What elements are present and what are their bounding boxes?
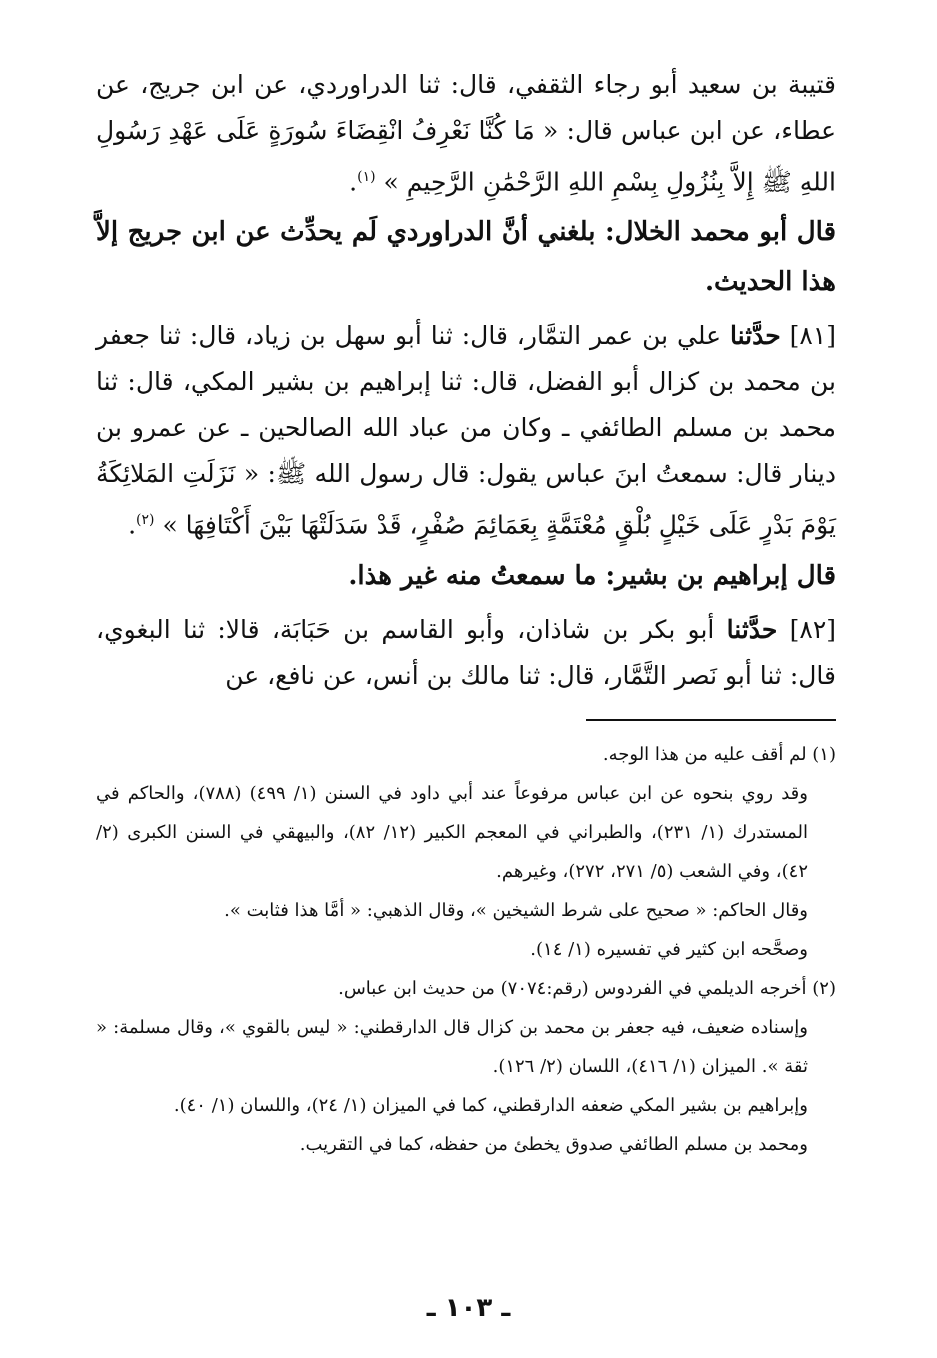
footnotes: [96, 735, 836, 1164]
footnote-2-text: وإبراهيم بن بشير المكي ضعفه الدارقطني، كما في الميزان (١/ ٢٤)، واللسان (١/ ٤٠).: [173, 1094, 808, 1116]
paragraph-text: أبو بكر بن شاذان، وأبو القاسم بن حَبَابَة، قالا: ثنا البغوي، قال: ثنا أبو نَصر التَّمَّار، قال: ثنا مالك بن أنس، عن نافع، عن: [96, 614, 836, 690]
haddathana-keyword: حدَّثنا: [726, 614, 778, 644]
book-page: [96, 62, 836, 1342]
hadith-number: [٨٢]: [789, 614, 837, 644]
hadith-number: [٨١]: [789, 321, 836, 351]
paragraph-text: علي بن عمر التمَّار، قال: ثنا أبو سهل بن زياد، قال: ثنا جعفر بن محمد بن كزال أبو الفضل، قال: ثنا إبراهيم بن بشير المكي، قال: ثنا محمد بن مسلم الطائفي ـ وكان من عباد الله الصالحين ـ عن عمرو بن دينار قال: سمعتُ ابنَ عباس يقول: قال رسول الله ﷺ: « نَزَلَتِ المَلائِكَةُ يَوْمَ بَدْرٍ عَلَى خَيْلٍ بُلْقٍ مُعْتَمَّةٍ بِعَمَائِمَ صُفْرٍ، قَدْ سَدَلَتْهَا بَيْنَ أَكْتَافِهَا »: [96, 321, 836, 540]
page-number: ـ ١٠٣ ـ: [426, 1293, 511, 1323]
paragraph-hadith-81: [٨١] حدَّثنا علي بن عمر التمَّار، قال: ثنا أبو سهل بن زياد، قال: ثنا جعفر بن محمد بن كزال أبو الفضل، قال: ثنا إبراهيم بن بشير المكي، قال: ثنا محمد بن مسلم الطائفي ـ وكان من عباد الله الصالحين ـ عن عمرو بن دينار قال: سمعتُ ابنَ عباس يقول: قال رسول الله ﷺ: « نَزَلَتِ المَلائِكَةُ يَوْمَ بَدْرٍ عَلَى خَيْلٍ بُلْقٍ مُعْتَمَّةٍ بِعَمَائِمَ صُفْرٍ، قَدْ سَدَلَتْهَا بَيْنَ أَكْتَافِهَا » $^{(٢)}$.: [96, 321, 836, 540]
footnote-ref-1: (١): [357, 169, 376, 185]
footnote-ref-2: (٢): [136, 512, 155, 529]
paragraph-comment-ibrahim: قال إبراهيم بن بشير: ما سمعتُ منه غير هذا.: [348, 560, 836, 591]
paragraph-text: قتيبة بن سعيد أبو رجاء الثقفي، قال: ثنا الدراوردي، عن ابن جريج، عن عطاء، عن ابن عباس قال: « مَا كُنَّا نَعْرِفُ انْقِضَاءَ سُورَةٍ عَلَى عَهْدِ رَسُولِ اللهِ ﷺ إِلاَّ بِنُزُولِ بِسْمِ اللهِ الرَّحْمَٰنِ الرَّحِيمِ »: [96, 70, 836, 197]
footnote-1-text: وصحَّحه ابن كثير في تفسيره (١/ ١٤).: [530, 938, 808, 960]
main-text: [96, 62, 836, 699]
footnote-2-line: (٢) أخرجه الديلمي في الفردوس (رقم:٧٠٧٤) من حديث ابن عباس.: [338, 977, 836, 999]
footnote-1-text: وقال الحاكم: « صحيح على شرط الشيخين »، وقال الذهبي: « أمَّا هذا فثابت ».: [224, 899, 808, 921]
paragraph-hadith-80: قتيبة بن سعيد أبو رجاء الثقفي، قال: ثنا الدراوردي، عن ابن جريج، عن عطاء، عن ابن عباس قال: « مَا كُنَّا نَعْرِفُ انْقِضَاءَ سُورَةٍ عَلَى عَهْدِ رَسُولِ اللهِ ﷺ إِلاَّ بِنُزُولِ بِسْمِ اللهِ الرَّحْمَٰنِ الرَّحِيمِ » $^{(١)}$.: [96, 70, 836, 197]
footnote-1-text: وقد روي بنحوه عن ابن عباس مرفوعاً عند أبي داود في السنن (١/ ٤٩٩) (٧٨٨)، والحاكم في المستدرك (١/ ٢٣١)، والطبراني في المعجم الكبير (١٢/ ٨٢)، والبيهقي في السنن الكبرى (٢/ ٤٢)، وفي الشعب (٥/ ٢٧١، ٢٧٢)، وغيرهم.: [96, 782, 809, 882]
footnote-2-text: وإسناده ضعيف، فيه جعفر بن محمد بن كزال قال الدارقطني: « ليس بالقوي »، وقال مسلمة: « ثقة ». الميزان (١/ ٤١٦)، اللسان (٢/ ١٢٦).: [96, 1016, 808, 1077]
haddathana-keyword: حدَّثنا: [729, 321, 781, 351]
paragraph-comment-khallal: قال أبو محمد الخلال: بلغني أنَّ الدراوردي لَم يحدِّث عن ابن جريج إلاَّ هذا الحديث.: [96, 217, 836, 298]
footnote-divider: [586, 719, 836, 721]
footnote-2-text: ومحمد بن مسلم الطائفي صدوق يخطئ من حفظه، كما في التقريب.: [299, 1133, 808, 1155]
paragraph-hadith-82: [96, 607, 836, 699]
footnote-1-line: (١) لم أقف عليه من هذا الوجه.: [602, 743, 836, 765]
